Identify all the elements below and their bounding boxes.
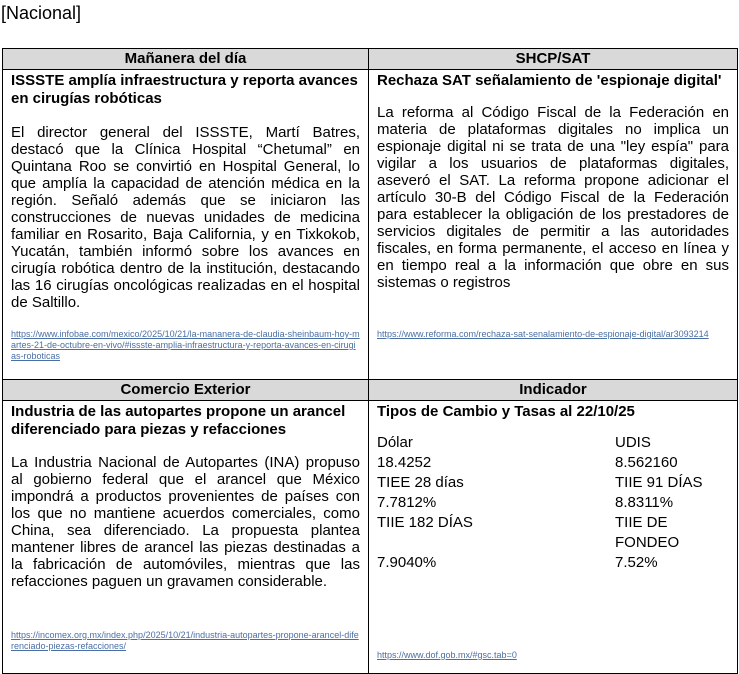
- news-grid: [2, 48, 738, 674]
- comercio-body: La Industria Nacional de Autopartes (INA) propuso al gobierno federal que el arancel que México impondrá a productos provenientes de países con los que no mantiene acuerdos comerciales, como China, sea diferenciado. La propuesta plantea mantener libres de arancel las piezas destinadas a la fabricación de automóviles, mientras que las refacciones paguen un gravamen considerable.: [11, 454, 360, 590]
- panel-manianera: [3, 70, 369, 380]
- panel-indicador: [369, 401, 738, 674]
- header-comercio: Comercio Exterior: [3, 380, 369, 401]
- rate-value-tiee28: 7.7812%: [377, 494, 437, 511]
- shcp-body: La reforma al Código Fiscal de la Federación en materia de plataformas digitales no implica un espionaje digital ni se trata de una "ley espía" para vigilar a los usuarios de plataformas digitales, aseveró el SAT. La reforma propone adicionar el artículo 30-B del Código Fiscal de la Federación para establecer la obligación de los prestadores de servicios digitales de permitir a las autoridades fiscales, en forma permanente, el acceso en línea y en tiempo real a la información que obre en sus sistemas o registros: [377, 104, 729, 291]
- rate-label-tiee28: TIEE 28 días: [377, 474, 464, 491]
- rate-value-dolar: 18.4252: [377, 454, 432, 471]
- comercio-title: Industria de las autopartes propone un arancel diferenciado para piezas y refacciones: [11, 403, 346, 438]
- panel-comercio: [3, 401, 369, 674]
- rate-label-fondeo: TIIE DE FONDEO: [615, 514, 680, 551]
- indicador-link[interactable]: https://www.dof.gob.mx/#gsc.tab=0: [377, 650, 517, 660]
- manianera-link[interactable]: https://www.infobae.com/mexico/2025/10/21/la-mananera-de-claudia-sheinbaum-hoy-martes-21-de-octubre-en-vivo/#issste-amplia-infraestructura-y-reporta-avances-en-cirugias-roboticas: [11, 329, 360, 361]
- header-indicador: Indicador: [369, 380, 738, 401]
- rates-grid: [377, 433, 729, 573]
- rate-value-fondeo: 7.52%: [615, 554, 658, 571]
- rate-value-tiie182: 7.9040%: [377, 554, 437, 571]
- comercio-link[interactable]: https://incomex.org.mx/index.php/2025/10/21/industria-autopartes-propone-arancel-diferenciado-piezas-refacciones/: [11, 630, 359, 651]
- section-tag: [Nacional]: [1, 3, 82, 23]
- shcp-title: Rechaza SAT señalamiento de 'espionaje digital': [377, 72, 722, 89]
- panel-shcp-sat: [369, 70, 738, 380]
- rate-label-dolar: Dólar: [377, 434, 413, 451]
- rate-label-tiie91: TIIE 91 DÍAS: [615, 474, 703, 491]
- rate-value-udis: 8.562160: [615, 454, 678, 471]
- shcp-link[interactable]: https://www.reforma.com/rechaza-sat-senalamiento-de-espionaje-digital/ar3093214: [377, 329, 709, 339]
- rate-value-tiie91: 8.8311%: [615, 494, 674, 511]
- rate-label-tiie182: TIIE 182 DÍAS: [377, 514, 473, 531]
- manianera-title: ISSSTE amplía infraestructura y reporta avances en cirugías robóticas: [11, 72, 358, 107]
- indicador-title: Tipos de Cambio y Tasas al 22/10/25: [377, 403, 635, 420]
- header-shcp-sat: SHCP/SAT: [369, 49, 738, 70]
- manianera-body: El director general del ISSSTE, Martí Batres, destacó que la Clínica Hospital “Chetumal” en Quintana Roo se convirtió en Hospital General, lo que amplía la capacidad de atención médica en la región. Señaló además que se iniciaron las construcciones de nuevas unidades de medicina familiar en Rosarito, Baja California, y en Tixkokob, Yucatán, también informó sobre los avances en cirugía robótica dentro de la institución, destacando las 16 cirugías oncológicas realizadas en el hospital de Saltillo.: [11, 124, 360, 311]
- header-manianera: Mañanera del día: [3, 49, 369, 70]
- rate-label-udis: UDIS: [615, 434, 651, 451]
